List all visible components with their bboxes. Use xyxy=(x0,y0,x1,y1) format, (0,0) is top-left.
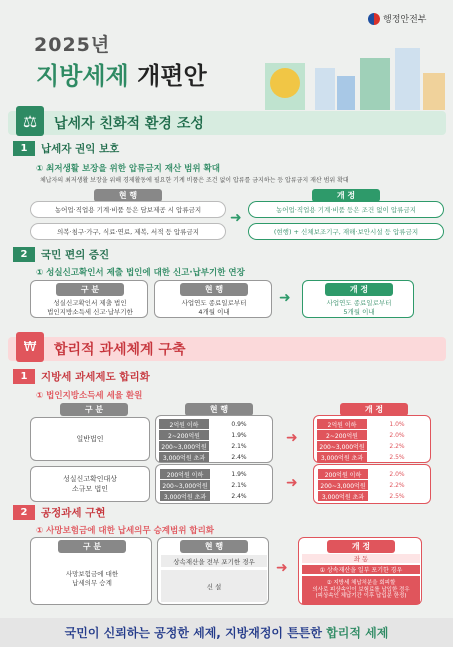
current-row: 농어업·직업용 기계·비품 등은 담보제공 시 압류금지 xyxy=(30,201,226,218)
section1-sub1-head xyxy=(13,141,119,156)
s2b-col1 xyxy=(30,537,152,605)
title-part-b: 개편안 xyxy=(137,62,207,90)
arrow-right-icon: ➜ xyxy=(286,430,298,446)
section2-banner xyxy=(8,337,446,361)
s1b-col3 xyxy=(302,280,414,318)
page-title xyxy=(36,56,207,91)
org-logo xyxy=(368,12,426,25)
col-value: 좌 동 xyxy=(302,554,420,563)
bracket: 3,000억원 초과 xyxy=(160,491,210,501)
slogan-part: 국민이 신뢰하는 공정한 세제, xyxy=(64,626,221,640)
gavel-icon: ⚖ xyxy=(16,106,44,136)
section2-sub1-head xyxy=(13,369,150,384)
rate: 1.9% xyxy=(231,470,247,478)
sub-title: 국민 편의 증진 xyxy=(41,249,110,261)
section1-banner xyxy=(8,111,446,135)
group1-new xyxy=(313,415,431,463)
rate: 2.1% xyxy=(231,442,247,450)
item-heading: ① 성실신고확인서 제출 법인에 대한 신고·납부기한 연장 xyxy=(36,268,245,278)
s2b-col2 xyxy=(157,537,269,605)
rate: 1.9% xyxy=(231,431,247,439)
current-row: 의복·침구·가구, 식료·연료, 제복, 서적 등 압류금지 xyxy=(30,223,226,240)
s1-cur-box xyxy=(30,189,226,244)
arrow-right-icon: ➜ xyxy=(279,290,291,306)
bracket: 200억원 이하 xyxy=(160,469,210,479)
building-icon xyxy=(337,76,355,110)
rate: 2.0% xyxy=(389,431,405,439)
bracket: 200~3,000억원 xyxy=(318,480,368,490)
bracket: 200~3,000억원 xyxy=(160,480,210,490)
col-header: 구 분 xyxy=(60,403,128,416)
col-value: 사업연도 종료일로부터 5개월 이내 xyxy=(326,299,392,316)
item-heading: ① 최저생활 보장을 위한 압류금지 재산 범위 확대 xyxy=(36,164,220,174)
building-icon xyxy=(360,58,390,110)
house-icon xyxy=(423,73,445,110)
rate: 2.2% xyxy=(389,442,405,450)
col-value: 성실신고확인서 제출 법인 법인지방소득세 신고·납부기한 xyxy=(47,299,133,316)
col-header: 구 분 xyxy=(56,283,124,296)
s2b-col3 xyxy=(298,537,422,605)
sub-number: 1 xyxy=(13,141,35,156)
col-header: 현 행 xyxy=(180,540,248,553)
col-value: 신 설 xyxy=(161,570,267,602)
new-tag: 개 정 xyxy=(312,189,380,202)
building-icon xyxy=(395,48,420,110)
col-header: 현 행 xyxy=(180,283,248,296)
org-name: 행정안전부 xyxy=(383,15,427,25)
money-bag-icon: ₩ xyxy=(16,332,44,362)
arrow-right-icon: ➜ xyxy=(230,210,242,226)
city-illustration xyxy=(245,28,453,110)
group1-current xyxy=(155,415,273,463)
new-row: 농어업·직업용 기계·비품 등은 조건 없이 압류금지 xyxy=(248,201,444,218)
rate: 2.5% xyxy=(389,453,405,461)
bracket: 2억원 이하 xyxy=(317,419,367,429)
sub-title: 지방세 과세제도 합리화 xyxy=(41,371,150,383)
col-value: ① 상속재산을 일부 포기한 경우 xyxy=(302,565,420,574)
rate: 2.2% xyxy=(389,481,405,489)
footer-slogan xyxy=(0,618,453,647)
group2-current xyxy=(155,464,273,504)
bracket: 200~3,000억원 xyxy=(317,441,367,451)
bracket: 3,000억원 초과 xyxy=(317,452,367,462)
title-part-a: 지방세제 xyxy=(36,62,129,90)
item-description: 체납자의 최저생활 보장을 위해 경제활동에 필요한 기계 비품은 조건 없이 압류를 금지하는 등 압류금지 재산 범위 확대 xyxy=(40,177,349,184)
rate: 2.1% xyxy=(231,481,247,489)
slogan-highlight: 합리적 세제 xyxy=(326,626,389,640)
slogan-part: 지방재정이 튼튼한 xyxy=(225,626,322,640)
taegeuk-icon xyxy=(368,13,380,25)
section1-banner-label: 납세자 친화적 환경 조성 xyxy=(54,116,204,132)
item-heading: ① 법인지방소득세 세율 환원 xyxy=(36,391,143,401)
bracket: 2~200억원 xyxy=(317,430,367,440)
col-header: 개 정 xyxy=(327,540,395,553)
item-heading: ① 사망보험금에 대한 납세의무 승계범위 합리화 xyxy=(36,526,215,536)
group-label: 성실신고확인대상 소규모 법인 xyxy=(30,466,150,502)
col-header: 개 정 xyxy=(340,403,408,416)
col-value: 상속재산을 전부 포기한 경우 xyxy=(161,555,267,567)
sub-number: 2 xyxy=(13,505,35,520)
rate: 0.9% xyxy=(231,420,247,428)
building-icon xyxy=(315,68,335,110)
bracket: 200~3,000억원 xyxy=(159,441,209,451)
rate: 2.4% xyxy=(231,453,247,461)
sub-number: 1 xyxy=(13,369,35,384)
year-title: 2025년 xyxy=(34,34,111,56)
bracket: 3,000억원 초과 xyxy=(318,491,368,501)
col-header: 개 정 xyxy=(325,283,393,296)
col-value: ② 지방세 체납처분을 회피할 의사로 피상속인이 보험료를 납입한 경우 (피상속인 체납기간 이후 납입분 한정) xyxy=(302,576,420,604)
section2-sub2-head xyxy=(13,505,106,520)
col-value: 사망보험금에 대한 납세의무 승계 xyxy=(65,570,119,587)
s1b-col1 xyxy=(30,280,148,318)
current-tag: 현 행 xyxy=(94,189,162,202)
arrow-right-icon: ➜ xyxy=(286,475,298,491)
s1-new-box xyxy=(248,189,444,244)
bracket: 2~200억원 xyxy=(159,430,209,440)
coin-icon xyxy=(270,68,300,98)
s1b-col2 xyxy=(154,280,272,318)
sub-number: 2 xyxy=(13,247,35,262)
section1-sub2-head xyxy=(13,247,109,262)
group2-new xyxy=(313,464,431,504)
bracket: 3,000억원 초과 xyxy=(159,452,209,462)
bracket: 2억원 이하 xyxy=(159,419,209,429)
sub-title: 납세자 권익 보호 xyxy=(41,143,120,155)
col-header: 구 분 xyxy=(58,540,126,553)
rate: 2.4% xyxy=(231,492,247,500)
new-row: (현행) + 신체보조기구, 재해·보안시설 등 압류금지 xyxy=(248,223,444,240)
rate: 2.5% xyxy=(389,492,405,500)
col-value: 사업연도 종료일로부터 4개월 이내 xyxy=(181,299,247,316)
section2-banner-label: 합리적 과세체계 구축 xyxy=(54,342,186,358)
arrow-right-icon: ➜ xyxy=(276,560,288,576)
group-label: 일반법인 xyxy=(30,417,150,461)
rate: 2.0% xyxy=(389,470,405,478)
rate: 1.0% xyxy=(389,420,405,428)
bracket: 200억원 이하 xyxy=(318,469,368,479)
sub-title: 공정과세 구현 xyxy=(41,507,106,519)
col-header: 현 행 xyxy=(185,403,253,416)
